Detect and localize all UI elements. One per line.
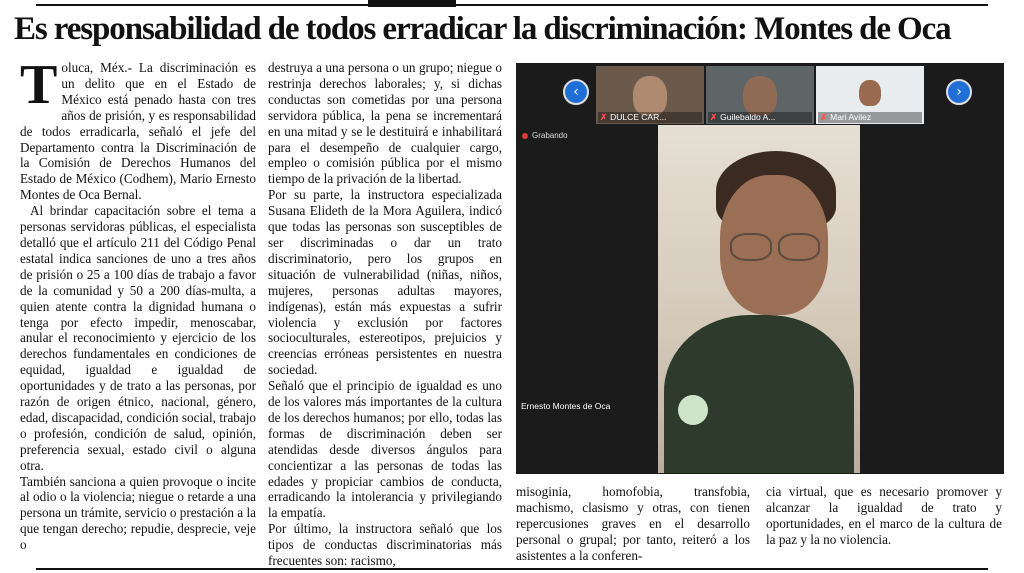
paragraph: También sanciona a quien provoque o incite al odio o la violencia; niegue o retarde a una persona un trámite, servicio o prestación a la que tengan derecho; repudie, desprecie, veje o <box>20 473 256 553</box>
top-border <box>0 0 1024 9</box>
main-video <box>658 125 860 473</box>
recording-indicator: Grabando <box>522 131 568 140</box>
bottom-rule <box>36 568 988 570</box>
participant-name: ✗ Mari Avilez <box>818 112 922 123</box>
participant-face <box>743 76 777 116</box>
participant-tile <box>816 66 924 124</box>
paragraph: destruya a una persona o un grupo; niegue o restrinja derechos laborales; y, si dichas conductas son cometidas por una persona servidora pública, la pena se incrementará en una mitad y se le destituirá e inhabilitará para el desempeño de cualquier cargo, empleo o comisión pública por el mismo tiempo de la privación de la libertad. <box>268 60 502 187</box>
participant-tile <box>706 66 814 124</box>
glasses-lens <box>730 233 772 261</box>
video-call-photo <box>516 63 1004 474</box>
article-column-1 <box>20 54 256 553</box>
participant-tile <box>596 66 704 124</box>
article-column-4 <box>766 484 1002 548</box>
paragraph: Por su parte, la instructora especializada Susana Elideth de la Mora Aguilera, indicó que todas las personas son susceptibles de ser discriminadas o dar un trato discriminatorio, pero los grupos en situación de vulnerabilidad (niñas, niños, mujeres, personas adultas mayores, indígenas), están más expuestas a sufrir violencia y exclusión por factores socioculturales, estereotipos, prejuicios y creencias erróneas persistentes en nuestra sociedad. <box>268 187 502 378</box>
paragraph: misoginia, homofobia, transfobia, machismo, clasismo y otras, con tienen repercusiones graves en el desarrollo personal o grupal; por tanto, reiteró a los asistentes a la conferen- <box>516 484 750 563</box>
drop-cap: T <box>20 54 58 116</box>
muted-mic-icon: ✗ <box>820 112 828 122</box>
participant-name: ✗ DULCE CAR... <box>598 112 702 123</box>
chevron-left-icon: ‹ <box>563 79 589 105</box>
participant-face <box>633 76 667 116</box>
speaker-shirt <box>664 315 854 473</box>
chevron-right-icon: › <box>946 79 972 105</box>
paragraph: Al brindar capacitación sobre el tema a personas servidoras públicas, el especialista detalló que el artículo 211 del Código Penal estatal indica sanciones de uno a tres años de prisión o 25 a 100 días de trabajo a favor de la comunidad y 50 a 200 días-multa, a quien atente contra la dignidad humana o tenga por efecto impedir, menoscabar, anular el reconocimiento y ejercicio de los derechos fundamentales en condiciones de equidad, igualdad e igualdad de oportunidades y de trato a las personas, por razón de origen étnico, nacional, género, edad, discapacidad, condición social, trabajo o profesión, condición de salud, opinión, preferencia sexual, estado civil o alguna otra. <box>20 203 256 473</box>
paragraph: Por último, la instructora señaló que los tipos de conductas discriminatorias más frecuentes son: racismo, <box>268 521 502 569</box>
shirt-logo <box>678 395 708 425</box>
participant-face <box>859 80 881 106</box>
participant-strip <box>596 66 924 124</box>
paragraph: Señaló que el principio de igualdad es uno de los valores más importantes de la cultura de los derechos humanos; por ello, todas las formas de discriminación deben ser atendidas desde diversos ángulos para concientizar a las personas de todas las edades y propiciar cambios de conducta, erradicando la intolerancia y privilegiando la empatía. <box>268 378 502 521</box>
article-column-2 <box>268 60 502 569</box>
paragraph-intro-text: oluca, Méx.- La discriminación es un delito que en el Estado de México está penado hasta con tres años de prisión, y es responsabilidad de todos erradicarla, señaló el jefe del Departamento contra la Discriminación de la Comisión de Derechos Humanos del Estado de México (Codhem), Mario Ernesto Montes de Oca Bernal. <box>20 60 256 203</box>
top-rule <box>36 4 988 6</box>
record-dot-icon <box>522 133 528 139</box>
top-rule-block <box>368 0 456 7</box>
muted-mic-icon: ✗ <box>600 112 608 122</box>
paragraph-intro <box>20 54 256 203</box>
paragraph: cia virtual, que es necesario promover y alcanzar la igualdad de trato y oportunidades, en el marco de la cultura de la paz y la no violencia. <box>766 484 1002 547</box>
participant-name: ✗ Guilebaldo A... <box>708 112 812 123</box>
speaker-label: Ernesto Montes de Oca <box>521 401 611 411</box>
article-column-3 <box>516 484 750 564</box>
muted-mic-icon: ✗ <box>710 112 718 122</box>
glasses-lens <box>778 233 820 261</box>
headline: Es responsabilidad de todos erradicar la discriminación: Montes de Oca <box>14 11 951 47</box>
